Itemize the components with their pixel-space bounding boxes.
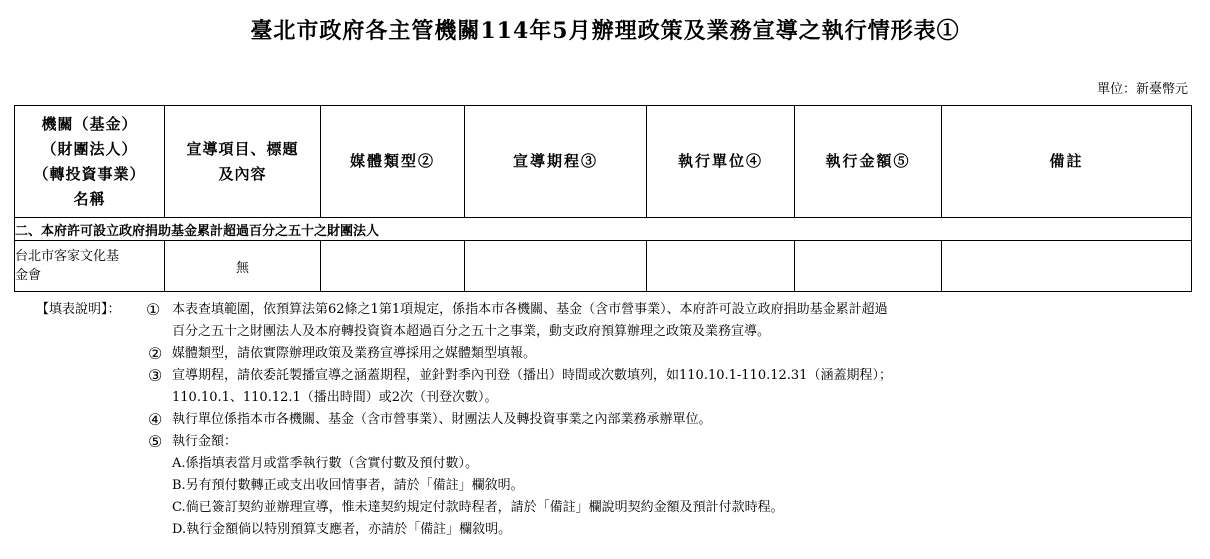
note-text: 110.10.1、110.12.1（播出時間）或2次（刊登次數）。 <box>172 390 498 405</box>
header-item <box>165 106 321 218</box>
header-row <box>15 106 1192 218</box>
header-item-line: 及內容 <box>218 164 267 183</box>
note-text: 宣導期程，請依委託製播宣導之涵蓋期程，並針對季內刊登（播出）時間或次數填列，如110.10.1-110.12.31（涵蓋期程）； <box>172 368 892 383</box>
page-title: 臺北市政府各主管機關114年5月辦理政策及業務宣導之執行情形表① <box>250 18 960 44</box>
note-text: 執行金額： <box>172 434 238 449</box>
header-agency-line: 機關（基金） <box>41 114 138 133</box>
table-row <box>15 241 1192 292</box>
cell-period <box>465 241 647 292</box>
section-title: 二、本府許可設立政府捐助基金累計超過百分之五十之財團法人 <box>15 218 1192 241</box>
cell-executor <box>647 241 795 292</box>
agency-line: 台北市客家文化基 <box>15 249 120 264</box>
agency-line: 金會 <box>15 268 42 283</box>
note-text: 本表查填範圍，依預算法第62條之1第1項規定，係指本市各機關、基金（含市營事業）、本府許可設立政府捐助基金累計超過 <box>172 302 888 317</box>
cell-item: 無 <box>165 241 321 292</box>
note-number: ⑤ <box>148 432 163 451</box>
note-sub-text: C.倘已簽訂契約並辦理宣導，惟未達契約規定付款時程者，請於「備註」欄說明契約金額及預計付款時程。 <box>172 500 784 515</box>
cell-agency <box>15 241 165 292</box>
note-number: ③ <box>148 366 163 385</box>
cell-remarks <box>942 241 1192 292</box>
section-row <box>15 218 1192 241</box>
header-period: 宣導期程③ <box>465 106 647 218</box>
note-sub-text: D.執行金額倘以特別預算支應者，亦請於「備註」欄敘明。 <box>172 522 512 537</box>
currency-unit: 單位：新臺幣元 <box>1096 82 1188 97</box>
header-agency-line: （財團法人） <box>41 139 138 158</box>
note-sub-text: A.係指填表當月或當季執行數（含實付數及預付數）。 <box>172 456 479 471</box>
header-agency-line: （轉投資事業） <box>33 164 146 183</box>
header-agency <box>15 106 165 218</box>
note-number: ② <box>148 344 163 363</box>
header-agency-line: 名稱 <box>73 189 106 208</box>
header-executor: 執行單位④ <box>647 106 795 218</box>
note-text: 媒體類型，請依實際辦理政策及業務宣導採用之媒體類型填報。 <box>172 346 537 361</box>
note-number: ④ <box>148 410 163 429</box>
header-item-line: 宣導項目、標題 <box>186 139 299 158</box>
header-remarks: 備註 <box>942 106 1192 218</box>
header-media: 媒體類型② <box>321 106 465 218</box>
note-number: ① <box>146 300 161 319</box>
note-text: 百分之五十之財團法人及本府轉投資資本超過百分之五十之事業，動支政府預算辦理之政策及業務宣導。 <box>172 324 771 339</box>
notes-label: 【填表說明】： <box>36 302 121 317</box>
cell-media <box>321 241 465 292</box>
execution-table <box>14 105 1192 292</box>
note-text: 執行單位係指本市各機關、基金（含市營事業）、財團法人及轉投資事業之內部業務承辦單位。 <box>172 412 712 427</box>
cell-amount <box>795 241 942 292</box>
header-amount: 執行金額⑤ <box>795 106 942 218</box>
note-sub-text: B.另有預付數轉正或支出收回情事者，請於「備註」欄敘明。 <box>172 478 524 493</box>
